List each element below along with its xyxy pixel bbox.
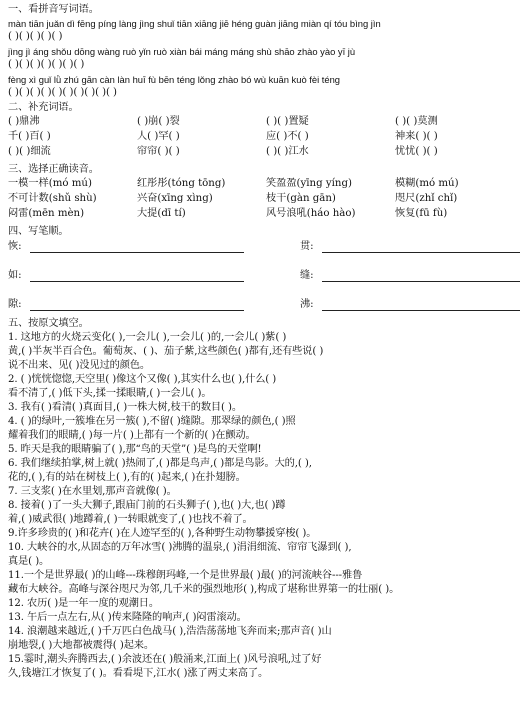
fill-word-item[interactable]: 人( )罕( )	[137, 131, 180, 142]
passage-line[interactable]: 2. ( )恍恍惚惚,天空里( )像这个又像( ),其实什么也( ),什么( )	[8, 374, 277, 385]
pinyin-row-2: jìng jì áng shǒu dōng wàng ruò yǐn ruò xiàn bái máng máng shù shāo zhào yào yī jù	[8, 46, 356, 57]
passage-line[interactable]: 9.许多珍贵的( )和花卉( )在人迹罕至的( ),各种野生动物攀援穿梭( )。	[8, 528, 317, 539]
passage-line[interactable]: 黄,( )半灰半百合色。葡萄灰、( )、茄子紫,这些颜色( )都有,还有些说( )	[8, 346, 324, 357]
pronunciation-item[interactable]: 枝干(gàn gān)	[266, 193, 336, 204]
fill-word-item[interactable]: 应( )不( )	[266, 131, 309, 142]
pronunciation-item[interactable]: 兴奋(xīng xìng)	[137, 193, 213, 204]
stroke-order-char: 如:	[8, 270, 22, 281]
fill-words-grid	[8, 116, 524, 158]
stroke-order-char: 恢:	[8, 241, 22, 252]
passage-line[interactable]: 看不清了,( )低下头,揉一揉眼睛,( )一会儿( )。	[8, 388, 212, 399]
stroke-order-line[interactable]	[322, 243, 520, 253]
passage-line[interactable]: 3. 我有( )看清( )真面目,( )一株大树,枝干的数目( )。	[8, 402, 242, 413]
pronunciation-item[interactable]: 风号浪吼(háo hào)	[266, 208, 356, 219]
passage-line[interactable]: 15.霎时,潮头奔腾西去,( )余波还在( )般涌来,江面上( )风号浪吼,过了好	[8, 654, 322, 665]
fill-word-item[interactable]: 帘帘( )( )	[137, 146, 180, 157]
fill-word-item[interactable]: ( )( )江水	[266, 146, 309, 157]
passage-line[interactable]: 11.一个是世界最( )的山峰---珠穆朗玛峰,一个是世界最( )最( )的河流峡谷---雅鲁	[8, 570, 363, 581]
passage-line[interactable]: 1. 这地方的火烧云变化( ),一会儿( ),一会儿( )的,一会儿( )紫( )	[8, 332, 287, 343]
fill-word-item[interactable]: ( )鼎沸	[8, 116, 40, 127]
passage-line[interactable]: 6. 我们继续拍掌,树上就( )热闹了,( )都是鸟声,( )都是鸟影。大的,( ),	[8, 458, 312, 469]
pinyin-row-1: màn tiān juǎn dì fēng píng làng jìng shuǐ tiān xiāng jiē héng guàn jiāng miàn qí tóu bìng jìn	[8, 18, 381, 29]
passage-line[interactable]: 说不出来、见( )没见过的颜色。	[8, 360, 151, 371]
fill-word-item[interactable]: 神来( )( )	[395, 131, 438, 142]
fill-words-row	[8, 116, 524, 128]
pronunciation-item[interactable]: 闷雷(mēn mèn)	[8, 208, 85, 219]
fill-words-row	[8, 146, 524, 158]
stroke-order-line[interactable]	[30, 301, 244, 311]
pronunciation-item[interactable]: 大提(dī tí)	[137, 208, 186, 219]
stroke-order-char: 缝:	[300, 270, 314, 281]
passage-line[interactable]: 真是( )。	[8, 556, 50, 567]
passage-line[interactable]: 藏布大峡谷。高峰与深谷咫尺为邻,几千米的强烈地形( ),构成了堪称世界第一的壮丽( )。	[8, 584, 400, 595]
answer-brackets-row-1[interactable]: ( )( )( )( )( )	[8, 31, 63, 42]
passage-line[interactable]: 14. 浪潮越来越近,( )千万匹白色战马( ),浩浩荡荡地飞奔而来;那声音( )山	[8, 626, 332, 637]
section-1-title: 一、看拼音写词语。	[8, 4, 99, 15]
pronunciation-item[interactable]: 咫尺(zhǐ chǐ)	[395, 193, 458, 204]
answer-brackets-row-3[interactable]: ( )( )( )( )( )( )( )( )( )( )	[8, 87, 117, 98]
stroke-order-line[interactable]	[322, 272, 520, 282]
pronunciation-item[interactable]: 红彤彤(tóng tōng)	[137, 178, 226, 189]
passage-line[interactable]: 7. 三支浆( )在水里划,那声音就像( )。	[8, 486, 177, 497]
passage-line[interactable]: 4. ( )的绿叶,一簇堆在另一簇( ),不留( )缝隙。那翠绿的颜色,( )照	[8, 416, 296, 427]
pinyin-row-3: fèng xì guǐ lǜ zhú gān càn làn huī fù bēn téng lǒng zhào bó wù kuān kuò fèi téng	[8, 74, 341, 85]
passage-line[interactable]: 着,( )威武很( )地蹲着,( )一转眼就变了,( )也找不着了。	[8, 514, 253, 525]
fill-words-row	[8, 131, 524, 143]
pronunciation-item[interactable]: 不可计数(shǔ shù)	[8, 193, 97, 204]
passage-line[interactable]: 8. 接着( )了一头大狮子,跟庙门前的石头狮子( ),也( )大,也( )蹲	[8, 500, 286, 511]
passage-line[interactable]: 13. 午后一点左右,从( )传来隆隆的响声,( )闷雷滚动。	[8, 612, 247, 623]
fill-word-item[interactable]: ( )( )置疑	[266, 116, 309, 127]
passage-line[interactable]: 12. 农历( )是一年一度的观潮日。	[8, 598, 159, 609]
passage-line[interactable]: 久,钱塘江才恢复了( )。看看堤下,江水( )涨了两丈来高了。	[8, 668, 269, 679]
passage-line[interactable]: 崩地裂,( )大地都被震得( )起来。	[8, 640, 154, 651]
passage-line[interactable]: 5. 昨天是我的眼睛骗了( ),那“鸟的天堂”( )是鸟的天堂啊!	[8, 444, 262, 455]
stroke-order-char: 隙:	[8, 299, 22, 310]
passage-line[interactable]: 耀着我们的眼睛,( )每一片( )上都有一个新的( )在颤动。	[8, 430, 256, 441]
fill-word-item[interactable]: ( )崩( )裂	[137, 116, 180, 127]
pronunciation-grid	[8, 178, 524, 220]
stroke-order-line[interactable]	[322, 301, 520, 311]
fill-word-item[interactable]: 千( )百( )	[8, 131, 51, 142]
section-5-title: 五、按原文填空。	[8, 318, 89, 329]
pronunciation-item[interactable]: 模糊(mó mú)	[395, 178, 459, 189]
section-4-title: 四、写笔顺。	[8, 226, 69, 237]
stroke-order-char: 贯:	[300, 241, 314, 252]
stroke-order-line[interactable]	[30, 243, 244, 253]
passage-line[interactable]: 10. 大峡谷的水,从固态的万年冰雪( )沸腾的温泉,( )涓涓细流、帘帘飞瀑到( ),	[8, 542, 352, 553]
fill-word-item[interactable]: ( )( )莫测	[395, 116, 438, 127]
pronunciation-row	[8, 193, 524, 205]
pronunciation-item[interactable]: 恢复(fū fù)	[395, 208, 448, 219]
passage-line[interactable]: 花的,( ),有的站在树枝上( ),有的( )起来,( )在扑翅膀。	[8, 472, 246, 483]
section-2-title: 二、补充词语。	[8, 102, 79, 113]
fill-word-item[interactable]: 忧忧( )( )	[395, 146, 438, 157]
answer-brackets-row-2[interactable]: ( )( )( )( )( )( )( )	[8, 59, 85, 70]
stroke-order-line[interactable]	[30, 272, 244, 282]
pronunciation-item[interactable]: 一模一样(mó mú)	[8, 178, 92, 189]
section-3-title: 三、选择正确读音。	[8, 164, 99, 175]
pronunciation-item[interactable]: 笑盈盈(yīng yíng)	[266, 178, 352, 189]
pronunciation-row	[8, 208, 524, 220]
fill-word-item[interactable]: ( )( )细流	[8, 146, 51, 157]
stroke-order-char: 沸:	[300, 299, 314, 310]
pronunciation-row	[8, 178, 524, 190]
